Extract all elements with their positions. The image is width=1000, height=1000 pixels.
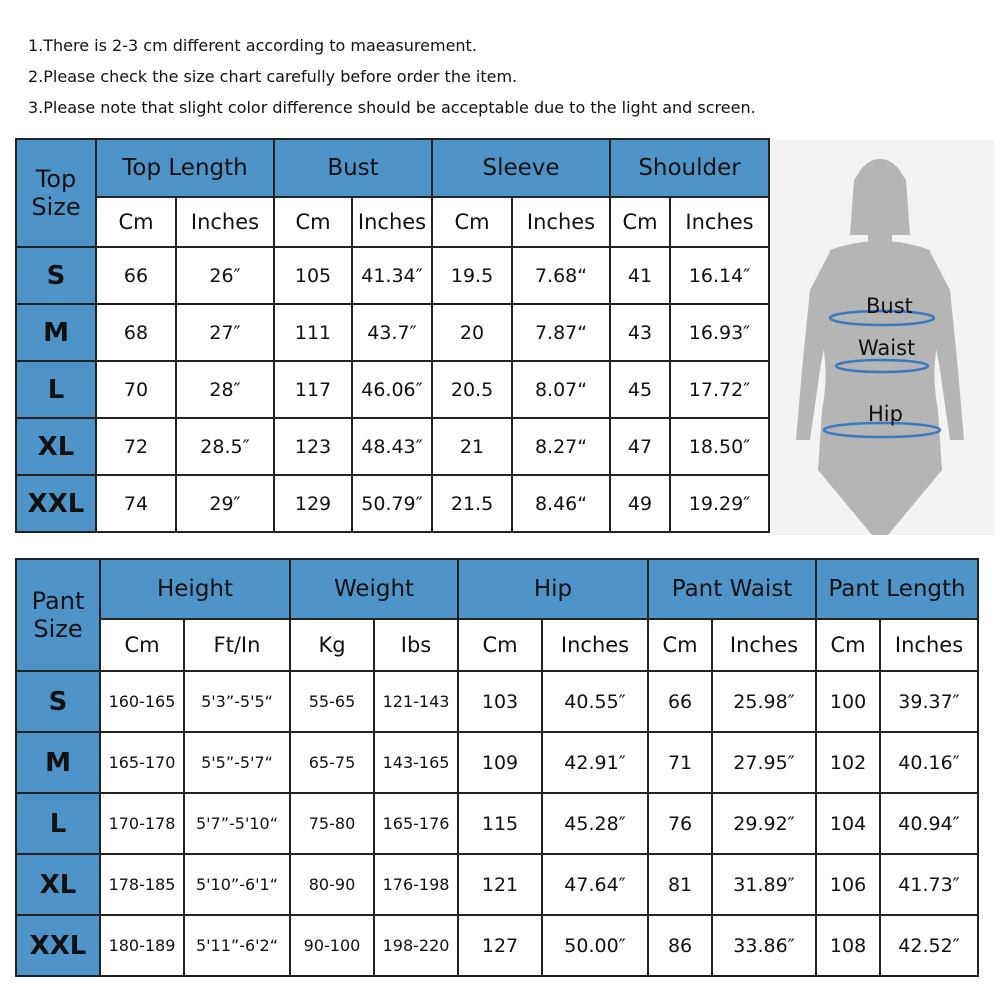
table-cell: 28.5″ xyxy=(176,418,274,475)
table-cell: 90-100 xyxy=(290,915,374,976)
table-cell: 5'5”-5'7“ xyxy=(184,732,290,793)
table-cell: 165-176 xyxy=(374,793,458,854)
size-label: L xyxy=(16,361,96,418)
table-cell: 20 xyxy=(432,304,512,361)
table-cell: 143-165 xyxy=(374,732,458,793)
table-cell: 33.86″ xyxy=(712,915,816,976)
table-cell: 21.5 xyxy=(432,475,512,532)
table-cell: 198-220 xyxy=(374,915,458,976)
top-size-corner xyxy=(16,139,96,247)
table-cell: 5'10”-6'1“ xyxy=(184,854,290,915)
table-cell: 27.95″ xyxy=(712,732,816,793)
group-header: Pant Length xyxy=(816,559,978,619)
group-header: Height xyxy=(100,559,290,619)
group-header: Top Length xyxy=(96,139,274,197)
table-row xyxy=(16,247,769,304)
corner-line-1: Top xyxy=(35,165,77,193)
size-label: XL xyxy=(16,418,96,475)
bust-label: Bust xyxy=(866,294,913,318)
table-cell: 8.07“ xyxy=(512,361,610,418)
sub-header: Cm xyxy=(610,197,670,247)
table-cell: 121-143 xyxy=(374,671,458,732)
table-cell: 43 xyxy=(610,304,670,361)
sub-header: Cm xyxy=(100,619,184,671)
body-measurement-figure xyxy=(770,140,995,535)
table-cell: 68 xyxy=(96,304,176,361)
sub-header: Kg xyxy=(290,619,374,671)
table-cell: 106 xyxy=(816,854,880,915)
table-cell: 42.91″ xyxy=(542,732,648,793)
table-cell: 129 xyxy=(274,475,352,532)
sub-header: Inches xyxy=(512,197,610,247)
corner-line-2: Size xyxy=(31,193,81,221)
table-cell: 170-178 xyxy=(100,793,184,854)
table-cell: 16.14″ xyxy=(670,247,769,304)
table-cell: 29.92″ xyxy=(712,793,816,854)
table-cell: 70 xyxy=(96,361,176,418)
table-cell: 80-90 xyxy=(290,854,374,915)
sub-header: Cm xyxy=(274,197,352,247)
table-cell: 65-75 xyxy=(290,732,374,793)
table-cell: 29″ xyxy=(176,475,274,532)
pant-table-body xyxy=(16,671,978,976)
size-label: S xyxy=(16,671,100,732)
sub-header: Cm xyxy=(432,197,512,247)
table-cell: 5'7”-5'10“ xyxy=(184,793,290,854)
table-cell: 19.29″ xyxy=(670,475,769,532)
table-cell: 103 xyxy=(458,671,542,732)
top-size-table xyxy=(15,138,770,533)
table-cell: 7.87“ xyxy=(512,304,610,361)
size-label: M xyxy=(16,732,100,793)
corner-line-1: Pant xyxy=(31,587,85,615)
table-cell: 111 xyxy=(274,304,352,361)
table-cell: 66 xyxy=(648,671,712,732)
table-cell: 50.00″ xyxy=(542,915,648,976)
table-cell: 165-170 xyxy=(100,732,184,793)
size-label: XXL xyxy=(16,475,96,532)
table-cell: 45.28″ xyxy=(542,793,648,854)
table-cell: 28″ xyxy=(176,361,274,418)
table-cell: 100 xyxy=(816,671,880,732)
table-cell: 47.64″ xyxy=(542,854,648,915)
table-cell: 7.68“ xyxy=(512,247,610,304)
table-cell: 45 xyxy=(610,361,670,418)
table-cell: 104 xyxy=(816,793,880,854)
table-cell: 123 xyxy=(274,418,352,475)
table-cell: 127 xyxy=(458,915,542,976)
size-label: S xyxy=(16,247,96,304)
waist-label: Waist xyxy=(858,336,916,360)
table-cell: 76 xyxy=(648,793,712,854)
table-cell: 39.37″ xyxy=(880,671,978,732)
table-cell: 40.94″ xyxy=(880,793,978,854)
table-row xyxy=(16,304,769,361)
table-cell: 71 xyxy=(648,732,712,793)
table-cell: 27″ xyxy=(176,304,274,361)
table-cell: 108 xyxy=(816,915,880,976)
table-cell: 41 xyxy=(610,247,670,304)
table-cell: 81 xyxy=(648,854,712,915)
sub-header: Cm xyxy=(648,619,712,671)
sub-header: Inches xyxy=(542,619,648,671)
pant-size-corner xyxy=(16,559,100,671)
table-cell: 178-185 xyxy=(100,854,184,915)
sub-header: Cm xyxy=(458,619,542,671)
sub-header: Inches xyxy=(712,619,816,671)
table-cell: 41.34″ xyxy=(352,247,432,304)
sub-header: Inches xyxy=(176,197,274,247)
group-header: Shoulder xyxy=(610,139,769,197)
table-cell: 26″ xyxy=(176,247,274,304)
group-header: Hip xyxy=(458,559,648,619)
group-header: Sleeve xyxy=(432,139,610,197)
table-cell: 102 xyxy=(816,732,880,793)
hip-label: Hip xyxy=(868,402,903,426)
table-cell: 5'11”-6'2“ xyxy=(184,915,290,976)
table-row xyxy=(16,793,978,854)
table-cell: 20.5 xyxy=(432,361,512,418)
sub-header: Inches xyxy=(352,197,432,247)
table-cell: 5'3”-5'5“ xyxy=(184,671,290,732)
group-header: Weight xyxy=(290,559,458,619)
table-row xyxy=(16,418,769,475)
group-header: Pant Waist xyxy=(648,559,816,619)
pant-size-table xyxy=(15,558,979,977)
sub-header: Ibs xyxy=(374,619,458,671)
table-cell: 74 xyxy=(96,475,176,532)
table-cell: 43.7″ xyxy=(352,304,432,361)
table-cell: 31.89″ xyxy=(712,854,816,915)
note-3: 3.Please note that slight color difference should be acceptable due to the light and screen. xyxy=(28,98,756,117)
table-cell: 115 xyxy=(458,793,542,854)
size-label: XL xyxy=(16,854,100,915)
table-cell: 180-189 xyxy=(100,915,184,976)
table-cell: 16.93″ xyxy=(670,304,769,361)
note-1: 1.There is 2-3 cm different according to maeasurement. xyxy=(28,36,477,55)
table-cell: 176-198 xyxy=(374,854,458,915)
table-cell: 25.98″ xyxy=(712,671,816,732)
table-cell: 49 xyxy=(610,475,670,532)
table-cell: 40.55″ xyxy=(542,671,648,732)
table-cell: 42.52″ xyxy=(880,915,978,976)
group-header: Bust xyxy=(274,139,432,197)
size-label: L xyxy=(16,793,100,854)
table-cell: 8.46“ xyxy=(512,475,610,532)
sub-header: Cm xyxy=(96,197,176,247)
size-label: XXL xyxy=(16,915,100,976)
table-cell: 121 xyxy=(458,854,542,915)
top-table-body xyxy=(16,247,769,532)
sub-header: Ft/In xyxy=(184,619,290,671)
corner-line-2: Size xyxy=(33,615,83,643)
table-cell: 109 xyxy=(458,732,542,793)
sub-header: Inches xyxy=(880,619,978,671)
table-row xyxy=(16,361,769,418)
notes xyxy=(28,30,756,123)
table-row xyxy=(16,732,978,793)
table-cell: 86 xyxy=(648,915,712,976)
table-cell: 21 xyxy=(432,418,512,475)
table-cell: 19.5 xyxy=(432,247,512,304)
table-cell: 55-65 xyxy=(290,671,374,732)
table-cell: 41.73″ xyxy=(880,854,978,915)
table-cell: 46.06″ xyxy=(352,361,432,418)
table-cell: 8.27“ xyxy=(512,418,610,475)
table-row xyxy=(16,475,769,532)
table-row xyxy=(16,671,978,732)
table-cell: 105 xyxy=(274,247,352,304)
table-cell: 18.50″ xyxy=(670,418,769,475)
table-cell: 66 xyxy=(96,247,176,304)
note-2: 2.Please check the size chart carefully before order the item. xyxy=(28,67,518,86)
sub-header: Cm xyxy=(816,619,880,671)
table-cell: 117 xyxy=(274,361,352,418)
table-row xyxy=(16,915,978,976)
table-cell: 160-165 xyxy=(100,671,184,732)
table-cell: 72 xyxy=(96,418,176,475)
table-cell: 75-80 xyxy=(290,793,374,854)
table-cell: 48.43″ xyxy=(352,418,432,475)
table-cell: 50.79″ xyxy=(352,475,432,532)
size-label: M xyxy=(16,304,96,361)
table-cell: 40.16″ xyxy=(880,732,978,793)
table-cell: 47 xyxy=(610,418,670,475)
table-cell: 17.72″ xyxy=(670,361,769,418)
sub-header: Inches xyxy=(670,197,769,247)
table-row xyxy=(16,854,978,915)
